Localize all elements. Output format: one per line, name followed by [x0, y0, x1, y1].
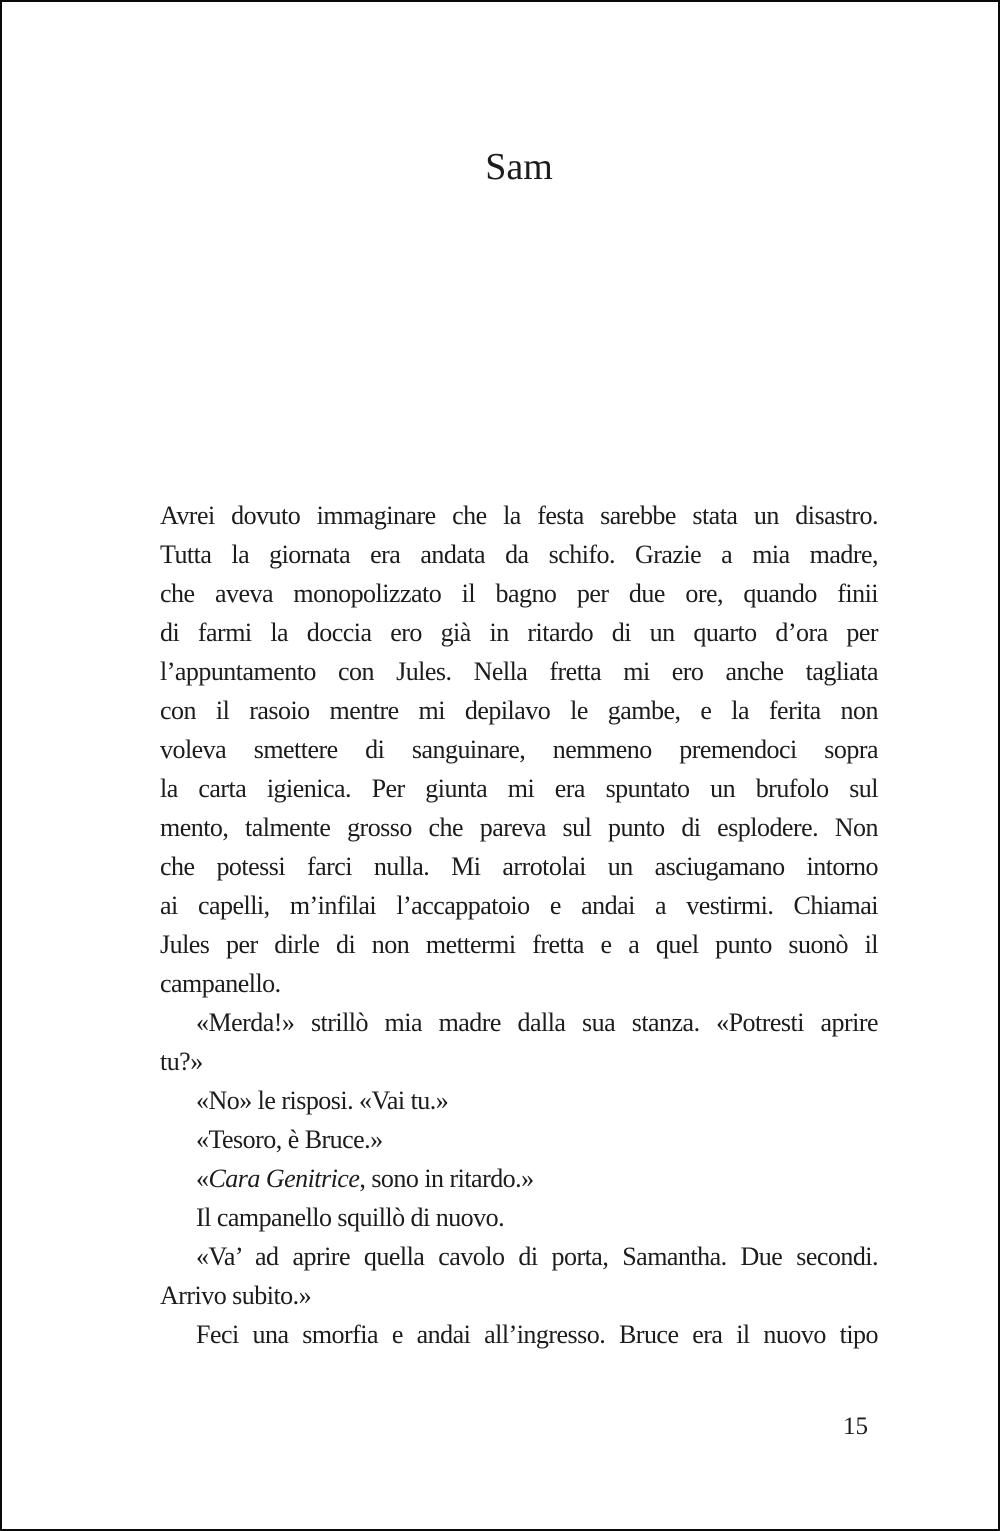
- text-line: «Va’ ad aprire quella cavolo di porta, Samantha. Due secondi.: [196, 1242, 878, 1271]
- text-line: la carta igienica. Per giunta mi era spuntato un brufolo sul: [160, 774, 878, 803]
- text-line: ai capelli, m’infilai l’accappatoio e andai a vestirmi. Chiamai: [160, 891, 878, 920]
- text-line: «Tesoro, è Bruce.»: [196, 1125, 383, 1154]
- text-line: tu?»: [160, 1047, 203, 1076]
- text-line: voleva smettere di sanguinare, nemmeno premendoci sopra: [160, 735, 878, 764]
- page-number: 15: [843, 1413, 868, 1440]
- text-line: Arrivo subito.»: [160, 1281, 312, 1310]
- text-line: che potessi farci nulla. Mi arrotolai un asciugamano intorno: [160, 852, 878, 881]
- chapter-title: Sam: [485, 146, 553, 188]
- text-line: Jules per dirle di non mettermi fretta e a quel punto suonò il: [160, 930, 878, 959]
- text-line: «Merda!» strillò mia madre dalla sua stanza. «Potresti aprire: [196, 1008, 878, 1037]
- text-line: di farmi la doccia ero già in ritardo di un quarto d’ora per: [160, 618, 878, 647]
- text-line: Feci una smorfia e andai all’ingresso. Bruce era il nuovo tipo: [196, 1320, 878, 1349]
- text-block: [160, 496, 878, 1354]
- text-line: Tutta la giornata era andata da schifo. Grazie a mia madre,: [160, 540, 878, 569]
- text-line: che aveva monopolizzato il bagno per due ore, quando finii: [160, 579, 878, 608]
- text-line: campanello.: [160, 969, 281, 998]
- text-line: l’appuntamento con Jules. Nella fretta mi ero anche tagliata: [160, 657, 878, 686]
- text-line: Il campanello squillò di nuovo.: [196, 1203, 505, 1232]
- text-line: mento, talmente grosso che pareva sul punto di esplodere. Non: [160, 813, 878, 842]
- text-line: con il rasoio mentre mi depilavo le gambe, e la ferita non: [160, 696, 878, 725]
- text-line: «No» le risposi. «Vai tu.»: [196, 1086, 449, 1115]
- text-line: «Cara Genitrice, sono in ritardo.»: [196, 1164, 534, 1193]
- text-line: Avrei dovuto immaginare che la festa sarebbe stata un disastro.: [160, 501, 878, 530]
